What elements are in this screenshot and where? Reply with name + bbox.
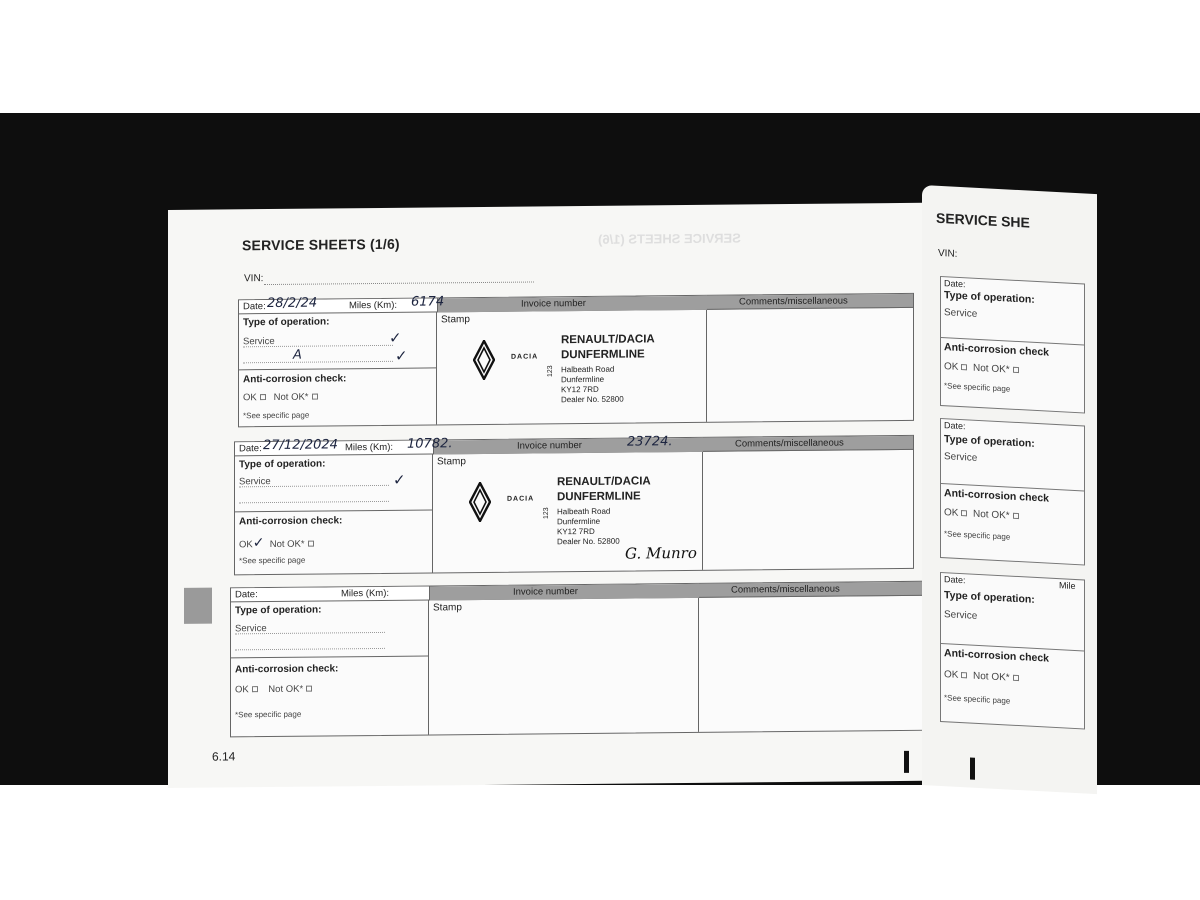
dacia-logo-icon (469, 482, 491, 522)
comments-box (707, 308, 913, 422)
ok-option: OK Not OK* (235, 684, 312, 696)
type-of-operation-label: Type of operation: (243, 316, 330, 329)
page-edge-mark (904, 751, 909, 773)
vin-label: VIN: (244, 273, 264, 285)
facing-vin-label: VIN: (938, 247, 958, 260)
ok-option: OK Not OK* (243, 392, 318, 404)
comments-label: Comments/miscellaneous (735, 437, 844, 450)
anti-corrosion-label: Anti-corrosion check: (239, 515, 343, 528)
check-mark: ✓ (395, 347, 408, 365)
service-sheet-2 (234, 435, 914, 576)
date-label: Date: (239, 443, 262, 455)
signature: G. Munro (625, 543, 697, 563)
brand-word: DACIA (507, 495, 535, 503)
invoice-value: 23724. (627, 434, 673, 450)
service-book-page (168, 203, 946, 788)
stamp-label: Stamp (437, 456, 466, 468)
check-mark: ✓ (393, 471, 406, 489)
service-note: A (293, 347, 302, 363)
comments-box (699, 596, 929, 732)
facing-sheet-2: Date: Type of operation: Service Anti-corrosion check OK Not OK* *See specific page (940, 418, 1085, 566)
page-number: 6.14 (212, 749, 236, 764)
vin-line (264, 281, 534, 285)
date-value: 28/2/24 (267, 295, 318, 312)
date-label: Date: (235, 589, 258, 601)
service-sheet-3 (230, 581, 930, 738)
see-page-note: *See specific page (243, 410, 310, 421)
miles-label: Miles (Km): (349, 299, 398, 312)
page-edge-mark (970, 758, 975, 780)
miles-label: Miles (Km): (345, 441, 394, 454)
type-of-operation-label: Type of operation: (239, 458, 326, 471)
service-sheet-1 (238, 293, 914, 427)
service-label: Service (239, 476, 271, 488)
phone-fragment: 123 (543, 507, 550, 520)
anti-corrosion-label: Anti-corrosion check: (243, 373, 347, 386)
service-label: Service (243, 335, 275, 348)
date-label: Date: (243, 301, 266, 313)
ok-option: OK✓ Not OK* (239, 534, 314, 552)
date-value: 27/12/2024 (263, 437, 338, 454)
facing-page (922, 185, 1097, 794)
miles-value: 10782. (407, 436, 453, 452)
facing-page-title: SERVICE SHE (936, 209, 1030, 231)
invoice-label: Invoice number (513, 586, 578, 598)
invoice-label: Invoice number (517, 440, 582, 452)
comments-label: Comments/miscellaneous (731, 583, 840, 596)
dacia-logo-icon (473, 340, 495, 380)
service-label: Service (235, 623, 267, 635)
show-through-title: SERVICE SHEETS (1/6) (598, 230, 741, 247)
see-page-note: *See specific page (235, 709, 302, 720)
stamp-label: Stamp (433, 602, 462, 614)
facing-sheet-1: Date: Type of operation: Service Anti-corrosion check OK Not OK* *See specific page (940, 276, 1085, 414)
phone-fragment: 123 (547, 365, 554, 378)
dealer-address: Halbeath Road Dunfermline KY12 7RD Dealer No. 52800 (557, 506, 620, 547)
section-tab (184, 588, 212, 624)
comments-box (703, 450, 913, 570)
page-title: SERVICE SHEETS (1/6) (242, 235, 400, 254)
facing-sheet-3: Date: Mile Type of operation: Service Anti-corrosion check OK Not OK* *See specific page (940, 572, 1085, 730)
dealer-address: Halbeath Road Dunfermline KY12 7RD Dealer No. 52800 (561, 364, 624, 405)
brand-word: DACIA (511, 353, 539, 361)
check-mark: ✓ (389, 329, 402, 347)
comments-label: Comments/miscellaneous (739, 295, 848, 308)
type-of-operation-label: Type of operation: (235, 604, 322, 617)
stamp-label: Stamp (441, 314, 470, 326)
anti-corrosion-label: Anti-corrosion check: (235, 663, 339, 676)
miles-value: 6174 (411, 294, 445, 310)
invoice-label: Invoice number (521, 297, 586, 310)
miles-label: Miles (Km): (341, 587, 390, 600)
dealer-name: RENAULT/DACIA DUNFERMLINE (557, 475, 651, 504)
see-page-note: *See specific page (239, 555, 306, 566)
dealer-name: RENAULT/DACIA DUNFERMLINE (561, 333, 655, 362)
